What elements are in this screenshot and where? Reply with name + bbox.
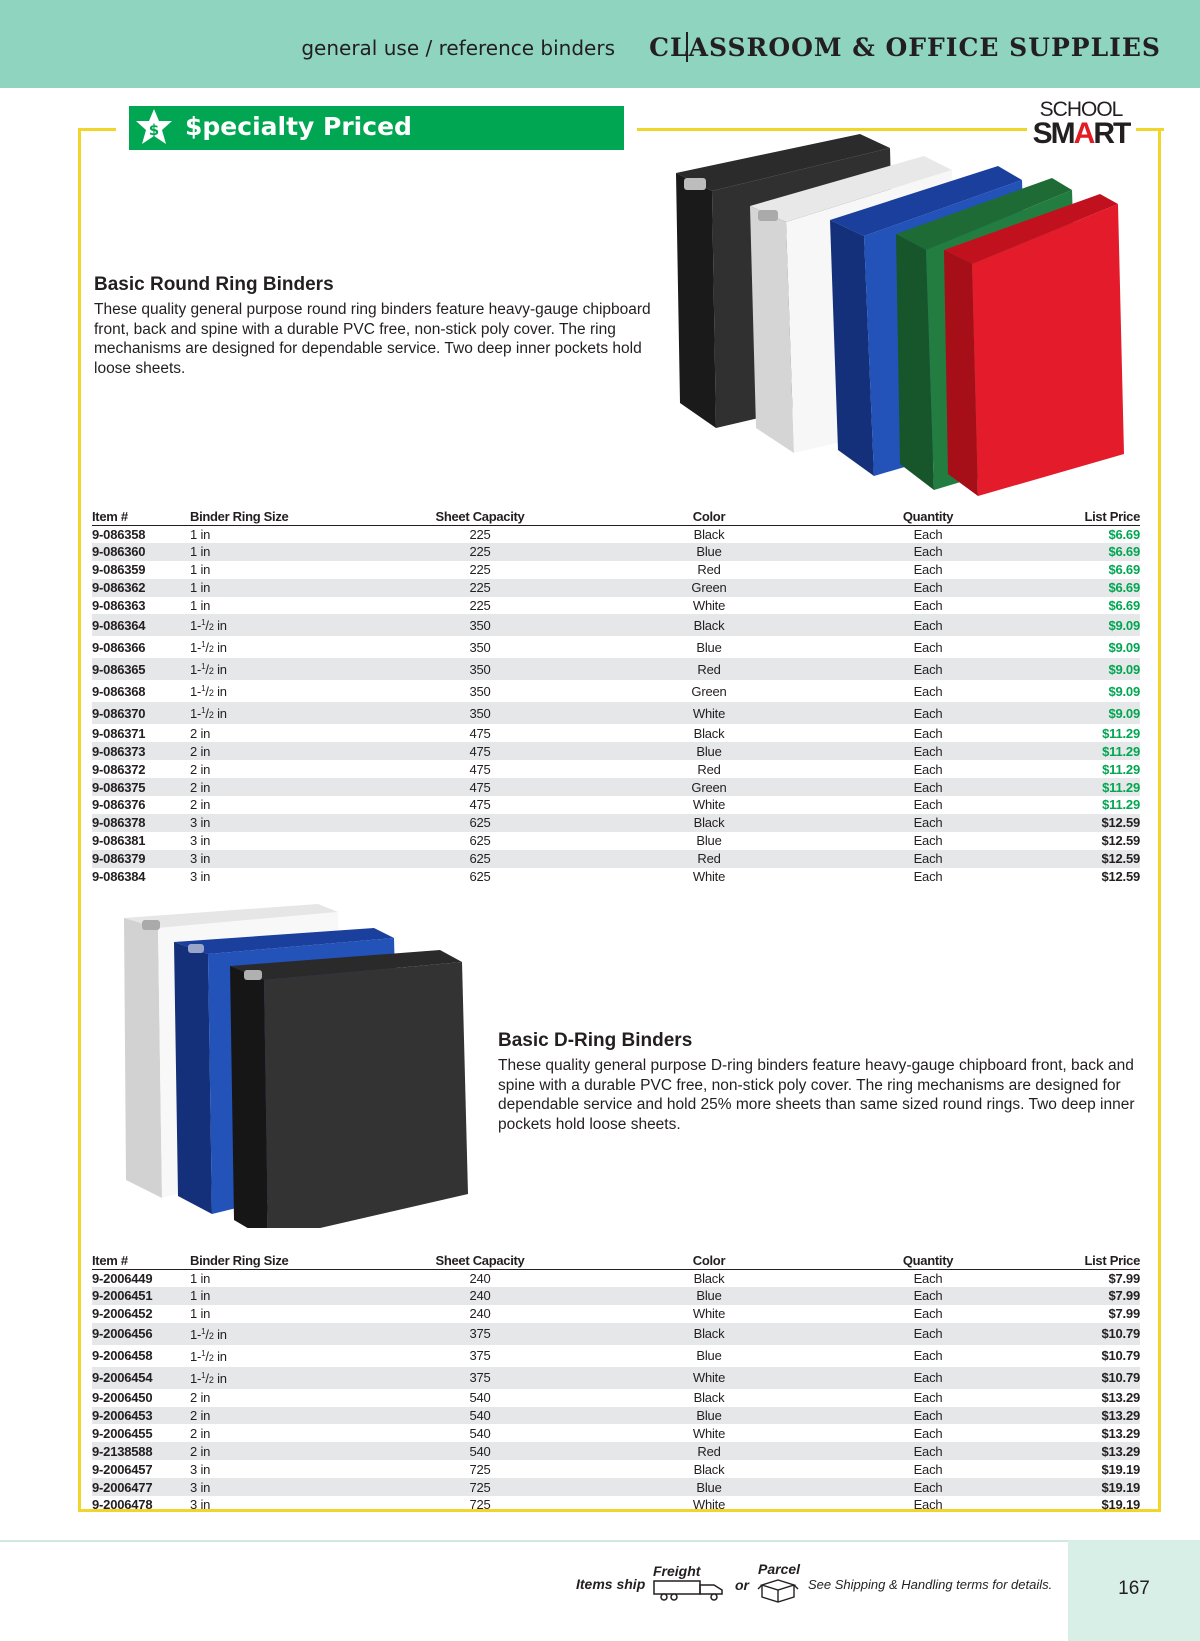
- sheet-capacity: 350: [469, 639, 491, 655]
- ring-size: 2 in: [190, 1442, 380, 1460]
- d-ring-description: These quality general purpose D-ring binders feature heavy-gauge chipboard front, back and spine with a durable PVC free, non-stick poly cover. The ring mechanisms are designed for dependable service and hold 25% more sheets than same sized round rings. Two deep inner pockets hold loose sheets.: [498, 1057, 1135, 1133]
- table-row: [92, 1424, 1140, 1442]
- color: Blue: [580, 1407, 838, 1425]
- table-row: [92, 778, 1140, 796]
- col-header-color: Color: [580, 509, 838, 525]
- item-number: 9-086370: [92, 702, 190, 724]
- sheet-capacity: 725: [469, 1461, 491, 1477]
- table-row: [92, 1389, 1140, 1407]
- page-number: 167: [1118, 1578, 1150, 1599]
- quantity: Each: [838, 543, 1018, 561]
- item-number: 9-2006449: [92, 1270, 153, 1286]
- list-price: $12.59: [1018, 814, 1140, 832]
- star-dollar-icon: [134, 108, 174, 148]
- sheet-capacity: 225: [380, 543, 580, 561]
- col-header-quantity: Quantity: [838, 1253, 1018, 1269]
- logo-line1: SCHOOL: [1039, 98, 1123, 121]
- item-number: 9-086365: [92, 658, 190, 680]
- ring-size: 1 in: [190, 526, 211, 542]
- item-number: 9-2006458: [92, 1348, 153, 1364]
- header-band: [0, 0, 1200, 88]
- footer-items-ship: Items ship: [576, 1576, 646, 1592]
- header-subtitle: general use / reference binders: [301, 36, 615, 60]
- list-price: $13.29: [1018, 1442, 1140, 1460]
- quantity: Each: [913, 833, 943, 849]
- quantity: Each: [838, 1407, 1018, 1425]
- list-price: $9.09: [1018, 702, 1140, 724]
- ring-size: 3 in: [190, 869, 211, 885]
- round-ring-binders-image: [660, 128, 1130, 503]
- ring-size: 1 in: [190, 579, 380, 597]
- color: Blue: [696, 639, 722, 655]
- col-header-list-price: List Price: [1018, 509, 1140, 525]
- table-row: [92, 561, 1140, 579]
- sheet-capacity: 375: [469, 1348, 491, 1364]
- sheet-capacity: 350: [380, 658, 580, 680]
- sheet-capacity: 375: [380, 1323, 580, 1345]
- sheet-capacity: 540: [380, 1407, 580, 1425]
- round-ring-description: These quality general purpose round ring binders feature heavy-gauge chipboard front, back and spine with a durable PVC free, non-stick poly cover. The ring mechanisms are designed for dependable service. Two deep inner pockets hold loose sheets.: [94, 301, 651, 377]
- sheet-capacity: 225: [469, 562, 491, 578]
- ring-size: 2 in: [190, 797, 211, 813]
- col-header-quantity: Quantity: [838, 509, 1018, 525]
- quantity: Each: [913, 761, 943, 777]
- ring-size: 1 in: [190, 562, 211, 578]
- color: White: [692, 1497, 726, 1513]
- table-row: [92, 658, 1140, 680]
- item-number: 9-2006454: [92, 1367, 190, 1389]
- ring-size: 2 in: [190, 778, 380, 796]
- list-price: $9.09: [1018, 614, 1140, 636]
- sheet-capacity: 475: [380, 742, 580, 760]
- item-number: 9-2006452: [92, 1306, 153, 1322]
- ring-size: 3 in: [190, 814, 380, 832]
- parcel-box-icon: [756, 1577, 800, 1603]
- table-header-row: [92, 509, 1140, 525]
- sheet-capacity: 240: [469, 1306, 491, 1322]
- ring-size: 2 in: [190, 1390, 211, 1406]
- footer-rule: [0, 1540, 1068, 1542]
- color: Blue: [696, 833, 722, 849]
- ring-size: 3 in: [190, 850, 380, 868]
- quantity: Each: [913, 797, 943, 813]
- table-row: [92, 702, 1140, 724]
- item-number: 9-086363: [92, 598, 146, 613]
- d-ring-binders-image: [118, 898, 478, 1228]
- list-price: $12.59: [1101, 833, 1140, 849]
- table-row: [92, 636, 1140, 658]
- table-row: [92, 1407, 1140, 1425]
- list-price: $7.99: [1108, 1306, 1140, 1322]
- item-number: 9-2006457: [92, 1461, 153, 1477]
- sheet-capacity: 625: [469, 869, 491, 885]
- list-price: $19.19: [1018, 1478, 1140, 1496]
- ring-size: 3 in: [190, 1478, 380, 1496]
- quantity: Each: [838, 850, 1018, 868]
- table-row: [92, 525, 1140, 543]
- quantity: Each: [913, 1425, 943, 1441]
- item-number: 9-086368: [92, 683, 146, 699]
- item-number: 9-086358: [92, 526, 146, 542]
- list-price: $6.69: [1018, 543, 1140, 561]
- ring-size: 1 in: [190, 1306, 211, 1322]
- d-ring-title: Basic D-Ring Binders: [498, 1030, 693, 1051]
- sheet-capacity: 350: [469, 683, 491, 699]
- list-price: $13.29: [1101, 1390, 1140, 1406]
- color: White: [692, 797, 726, 813]
- ring-size: 2 in: [190, 725, 211, 741]
- table-row: [92, 614, 1140, 636]
- color: Black: [693, 1390, 725, 1406]
- specialty-priced-banner: [129, 106, 624, 150]
- list-price: $6.69: [1108, 562, 1140, 578]
- item-number: 9-086378: [92, 814, 190, 832]
- sheet-capacity: 350: [380, 702, 580, 724]
- sheet-capacity: 725: [469, 1497, 491, 1513]
- quantity: Each: [838, 1323, 1018, 1345]
- header-section-title: CLASSROOM & OFFICE SUPPLIES: [649, 33, 1161, 62]
- list-price: $7.99: [1108, 1270, 1140, 1286]
- table-row: [92, 796, 1140, 814]
- item-number: 9-086373: [92, 742, 190, 760]
- freight-truck-icon: [652, 1578, 730, 1602]
- quantity: Each: [838, 778, 1018, 796]
- col-header-list-price: List Price: [1018, 1253, 1140, 1269]
- table-header-row: [92, 1253, 1140, 1269]
- color: White: [692, 869, 726, 885]
- table-row: [92, 850, 1140, 868]
- sheet-capacity: 625: [380, 850, 580, 868]
- ring-size: 3 in: [190, 1497, 211, 1513]
- ring-size: 1-$^1$/2 in: [190, 640, 227, 656]
- list-price: $11.29: [1102, 725, 1140, 741]
- item-number: 9-2006451: [92, 1287, 190, 1305]
- footer-shipping-terms: See Shipping & Handling terms for details.: [808, 1577, 1053, 1592]
- item-number: 9-086379: [92, 850, 190, 868]
- ring-size: 1-$^1$/2 in: [190, 614, 380, 636]
- ring-size: 1 in: [190, 598, 211, 613]
- quantity: Each: [838, 1478, 1018, 1496]
- list-price: $10.79: [1101, 1348, 1140, 1364]
- quantity: Each: [913, 562, 943, 578]
- quantity: Each: [913, 683, 943, 699]
- quantity: Each: [913, 869, 943, 885]
- quantity: Each: [838, 1287, 1018, 1305]
- item-number: 9-086366: [92, 639, 146, 655]
- color: White: [692, 598, 726, 613]
- table-row: [92, 1496, 1140, 1514]
- quantity: Each: [838, 814, 1018, 832]
- color: Red: [580, 658, 838, 680]
- quantity: Each: [913, 639, 943, 655]
- ring-size: 1-$^1$/2 in: [190, 1348, 227, 1364]
- table-row: [92, 868, 1140, 886]
- sheet-capacity: 475: [469, 797, 491, 813]
- item-number: 9-2006453: [92, 1407, 190, 1425]
- sheet-capacity: 540: [380, 1442, 580, 1460]
- quantity: Each: [913, 1461, 943, 1477]
- ring-size: 1 in: [190, 1287, 380, 1305]
- color: Blue: [696, 1348, 722, 1364]
- round-ring-table: [92, 509, 1140, 885]
- color: White: [580, 1367, 838, 1389]
- table-row: [92, 1367, 1140, 1389]
- item-number: 9-2006450: [92, 1390, 153, 1406]
- list-price: $13.29: [1018, 1407, 1140, 1425]
- ring-size: 2 in: [190, 742, 380, 760]
- list-price: $10.79: [1018, 1323, 1140, 1345]
- quantity: Each: [838, 742, 1018, 760]
- table-row: [92, 742, 1140, 760]
- item-number: 9-086381: [92, 833, 146, 849]
- list-price: $13.29: [1101, 1425, 1140, 1441]
- footer-parcel-label: Parcel: [758, 1561, 801, 1577]
- sheet-capacity: 475: [380, 778, 580, 796]
- item-number: 9-086359: [92, 562, 146, 578]
- ring-size: 3 in: [190, 1461, 211, 1477]
- color: Red: [697, 562, 721, 578]
- quantity: Each: [913, 725, 943, 741]
- sheet-capacity: 540: [469, 1425, 491, 1441]
- list-price: $12.59: [1018, 850, 1140, 868]
- color: White: [692, 1425, 726, 1441]
- table-row: [92, 724, 1140, 742]
- quantity: Each: [913, 1390, 943, 1406]
- col-header-color: Color: [580, 1253, 838, 1269]
- banner-symbol: $: [148, 121, 160, 139]
- sheet-capacity: 225: [469, 598, 491, 613]
- color: Green: [580, 579, 838, 597]
- col-header-sheet-capacity: Sheet Capacity: [380, 509, 580, 525]
- item-number: 9-086364: [92, 614, 190, 636]
- table-row: [92, 1460, 1140, 1478]
- item-number: 9-086362: [92, 579, 190, 597]
- quantity: Each: [838, 579, 1018, 597]
- color: Red: [580, 1442, 838, 1460]
- sheet-capacity: 350: [380, 614, 580, 636]
- item-number: 9-086384: [92, 869, 146, 885]
- ring-size: 1 in: [190, 1270, 211, 1286]
- table-row: [92, 1269, 1140, 1287]
- color: Red: [697, 761, 721, 777]
- sheet-capacity: 625: [469, 833, 491, 849]
- list-price: $7.99: [1018, 1287, 1140, 1305]
- table-row: [92, 680, 1140, 702]
- sheet-capacity: 225: [380, 579, 580, 597]
- ring-size: 1-$^1$/2 in: [190, 684, 227, 700]
- quantity: Each: [913, 1497, 943, 1513]
- table-row: [92, 1305, 1140, 1323]
- table-row: [92, 579, 1140, 597]
- ring-size: 1-$^1$/2 in: [190, 1323, 380, 1345]
- item-number: 9-086371: [92, 725, 146, 741]
- frame-top-edge-left: [78, 128, 116, 131]
- col-header-item: Item #: [92, 1253, 190, 1269]
- list-price: $11.29: [1018, 778, 1140, 796]
- table-row: [92, 832, 1140, 850]
- list-price: $9.09: [1108, 683, 1140, 699]
- quantity: Each: [913, 526, 943, 542]
- sheet-capacity: 540: [469, 1390, 491, 1406]
- ring-size: 1-$^1$/2 in: [190, 658, 380, 680]
- color: Black: [693, 526, 725, 542]
- list-price: $11.29: [1102, 797, 1140, 813]
- color: White: [692, 1306, 726, 1322]
- quantity: Each: [838, 1442, 1018, 1460]
- col-header-item: Item #: [92, 509, 190, 525]
- frame-top-edge-corner: [1136, 128, 1164, 131]
- list-price: $10.79: [1018, 1367, 1140, 1389]
- ring-size: 1 in: [190, 543, 380, 561]
- col-header-ring-size: Binder Ring Size: [190, 1253, 380, 1269]
- quantity: Each: [838, 614, 1018, 636]
- list-price: $19.19: [1101, 1497, 1140, 1513]
- color: White: [580, 702, 838, 724]
- quantity: Each: [913, 1348, 943, 1364]
- item-number: 9-2006456: [92, 1323, 190, 1345]
- table-row: [92, 814, 1140, 832]
- color: Black: [580, 614, 838, 636]
- list-price: $6.69: [1018, 579, 1140, 597]
- color: Black: [580, 1323, 838, 1345]
- sheet-capacity: 225: [469, 526, 491, 542]
- col-header-sheet-capacity: Sheet Capacity: [380, 1253, 580, 1269]
- color: Blue: [580, 543, 838, 561]
- ring-size: 1-$^1$/2 in: [190, 702, 380, 724]
- sheet-capacity: 240: [380, 1287, 580, 1305]
- list-price: $11.29: [1018, 742, 1140, 760]
- list-price: $11.29: [1102, 761, 1140, 777]
- list-price: $6.69: [1108, 598, 1140, 613]
- color: Blue: [580, 742, 838, 760]
- sheet-capacity: 375: [380, 1367, 580, 1389]
- sheet-capacity: 725: [380, 1478, 580, 1496]
- ring-size: 2 in: [190, 761, 211, 777]
- table-row: [92, 1323, 1140, 1345]
- sheet-capacity: 625: [380, 814, 580, 832]
- color: Green: [580, 778, 838, 796]
- color: Blue: [580, 1478, 838, 1496]
- sheet-capacity: 475: [469, 761, 491, 777]
- color: Black: [693, 1461, 725, 1477]
- item-number: 9-2006455: [92, 1425, 153, 1441]
- item-number: 9-2138588: [92, 1442, 190, 1460]
- sheet-capacity: 475: [469, 725, 491, 741]
- d-ring-table: [92, 1253, 1140, 1514]
- col-header-ring-size: Binder Ring Size: [190, 509, 380, 525]
- logo-line2: SMART: [1032, 117, 1130, 150]
- ring-size: 2 in: [190, 1407, 380, 1425]
- quantity: Each: [838, 658, 1018, 680]
- quantity: Each: [838, 1367, 1018, 1389]
- quantity: Each: [913, 598, 943, 613]
- ring-size: 1-$^1$/2 in: [190, 1367, 380, 1389]
- list-price: $6.69: [1108, 526, 1140, 542]
- sheet-capacity: 240: [469, 1270, 491, 1286]
- item-number: 9-086376: [92, 797, 146, 813]
- ring-size: 3 in: [190, 833, 211, 849]
- banner-label: $pecialty Priced: [185, 112, 412, 141]
- item-number: 9-086375: [92, 778, 190, 796]
- table-row: [92, 543, 1140, 561]
- footer-or: or: [735, 1577, 749, 1593]
- table-row: [92, 1345, 1140, 1367]
- color: Blue: [580, 1287, 838, 1305]
- quantity: Each: [913, 1306, 943, 1322]
- table-row: [92, 1442, 1140, 1460]
- item-number: 9-086372: [92, 761, 146, 777]
- list-price: $19.19: [1101, 1461, 1140, 1477]
- item-number: 9-086360: [92, 543, 190, 561]
- list-price: $9.09: [1108, 639, 1140, 655]
- table-row: [92, 1478, 1140, 1496]
- table-row: [92, 597, 1140, 615]
- color: Red: [580, 850, 838, 868]
- list-price: $12.59: [1101, 869, 1140, 885]
- quantity: Each: [838, 702, 1018, 724]
- item-number: 9-2006478: [92, 1497, 153, 1513]
- color: Black: [693, 1270, 725, 1286]
- item-number: 9-2006477: [92, 1478, 190, 1496]
- round-ring-title: Basic Round Ring Binders: [94, 274, 334, 295]
- color: Black: [693, 725, 725, 741]
- quantity: Each: [913, 1270, 943, 1286]
- color: Black: [580, 814, 838, 832]
- footer-freight-label: Freight: [653, 1563, 701, 1579]
- ring-size: 2 in: [190, 1425, 211, 1441]
- table-row: [92, 1287, 1140, 1305]
- color: Green: [691, 683, 727, 699]
- list-price: $9.09: [1018, 658, 1140, 680]
- table-row: [92, 760, 1140, 778]
